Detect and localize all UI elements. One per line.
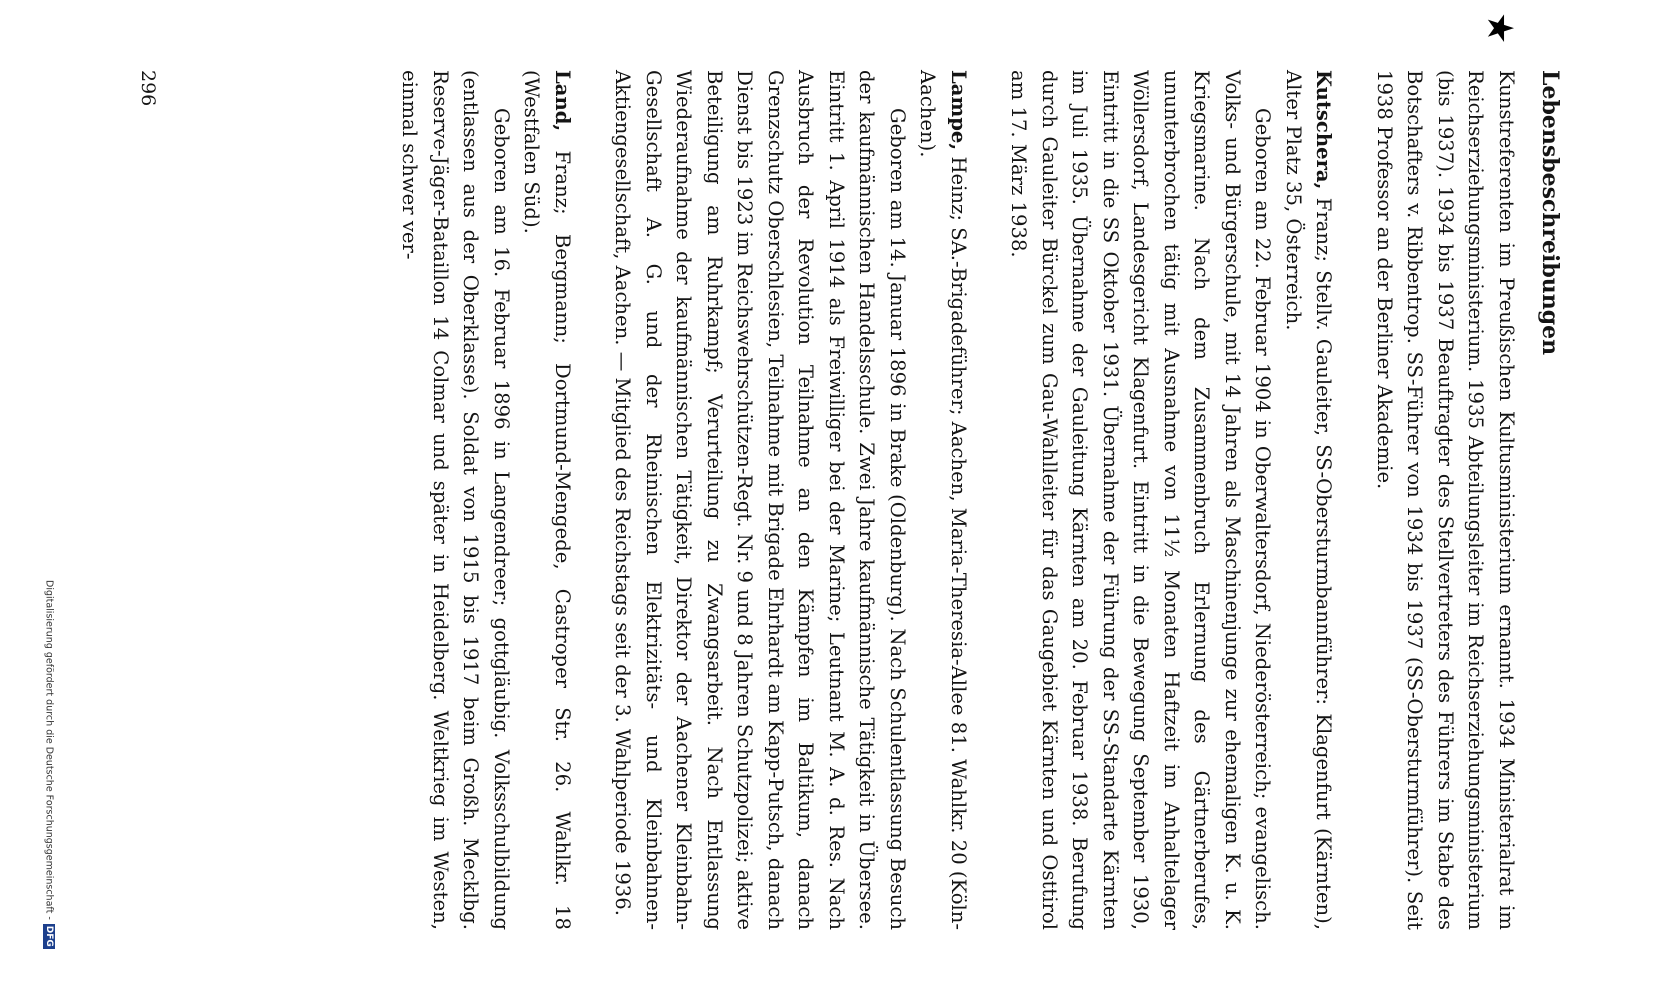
entry-kutschera (1003, 70, 1339, 930)
page-header: Lebensbeschreibungen (1537, 70, 1563, 356)
footer-text: Digitalisierung gefördert durch die Deutsche Forschungsgemeinschaft - (43, 580, 55, 920)
entry-name: Kutschera, (1312, 70, 1336, 190)
entries-column (394, 70, 1521, 930)
page-number: 296 (137, 70, 159, 107)
entry-name: Land, (551, 70, 574, 132)
entry-body: Geboren am 16. Februar 1896 in Langendreer; gottgläubig. Volksschulbildung (entlassen aus der Oberklasse). Soldat von 1915 bis 1917 beim Großh. Mecklbg. Reserve-Jäger-Bataillon 14 Colmar und später in Heidelberg. Weltkrieg im Westen, einmal schwer ver- (398, 70, 513, 930)
star-mark: ★ (1479, 12, 1520, 45)
entry-body: Geboren am 22. Februar 1904 in Oberwaltersdorf, Niederösterreich; evangelisch. Volks- und Bürgerschule, mit 14 Jahren als Maschinenjunge zur ehemaligen K. u. K. Kriegsmarine. Nach dem Zusammenbruch Erlernung des Gärtnerberufes, ununterbrochen tätig mit Ausnahme von 11½ Monaten Haftzeit im Anhaltelager Wöllersdorf, Landesgericht Klagenfurt. Eintritt in die Bewegung September 1930, Eintritt in die SS Oktober 1931. Übernahme der Führung der SS-Standarte Kärnten im Juli 1935. Übernahme der Gauleitung Kärnten am 20. Februar 1938. Berufung durch Gauleiter Bürckel zum Gau-Wahlleiter für das Gaugebiet Kärnten und Osttirol am 17. März 1938. (1007, 70, 1275, 930)
entry-heading (516, 70, 577, 930)
dfg-logo: DFG (44, 925, 54, 947)
document-page (93, 12, 1573, 931)
entry-body: Geboren am 14. Januar 1896 in Brake (Oldenburg). Nach Schulentlassung Besuch der kaufmännischen Handelsschule. Zwei Jahre kaufmännische Tätigkeit in Übersee. Eintritt 1. April 1914 als Freiwilliger bei der Marine; Leutnant M. A. d. Res. Nach Ausbruch der Revolution Teilnahme an den Kämpfen im Baltikum, danach Grenzschutz Oberschlesien, Teilnahme mit Brigade Ehrhardt am Kapp-Putsch, danach Dienst bis 1923 im Reichswehrschützen-Regt. Nr. 9 und 8 Jahren Schutzpolizei; aktive Beteiligung am Ruhrkampf; Verurteilung zu Zwangsarbeit. Nach Entlassung Wiederaufnahme der kaufmännischen Tätigkeit, Direktor der Aachener Kleinbahn-Gesellschaft A. G. und der Rheinischen Elektrizitäts- und Kleinbahnen-Aktiengesellschaft, Aachen. — Mitglied des Reichstags seit der 3. Wahlperiode 1936. (611, 70, 909, 931)
entry-name: Lampe, (947, 70, 970, 151)
entry-heading (1278, 70, 1339, 930)
entry-head-text: Franz; Bergmann; Dortmund-Mengede, Castroper Str. 26. Wahlkr. 18 (Westfalen Süd). (520, 70, 574, 930)
continued-paragraph: Kunstreferenten im Preußischen Kultusministerium ernannt. 1934 Ministerialrat im Reichserziehungsministerium. 1935 Abteilungsleiter im Reichserziehungsministerium (bis 1937). 1934 bis 1937 Beauftragter des Stellvertreters des Führers im Stabe des Botschafters v. Ribbentrop. SS-Führer von 1934 bis 1937 (SS-Obersturmführer). Seit 1938 Professor an der Berliner Akademie. (1373, 70, 1518, 930)
entry-land (394, 70, 577, 930)
entry-heading (912, 70, 973, 930)
entry-head-text: Heinz; SA.-Brigadeführer; Aachen, Maria-Theresia-Allee 81. Wahlkr. 20 (Köln-Aachen). (916, 70, 970, 930)
entry-lampe (607, 70, 973, 930)
entry-head-text: Franz; Stellv. Gauleiter, SS-Obersturmbannführer: Klagenfurt (Kärnten), Alter Platz 35, Österreich. (1282, 70, 1336, 930)
digitization-footer (43, 580, 55, 949)
